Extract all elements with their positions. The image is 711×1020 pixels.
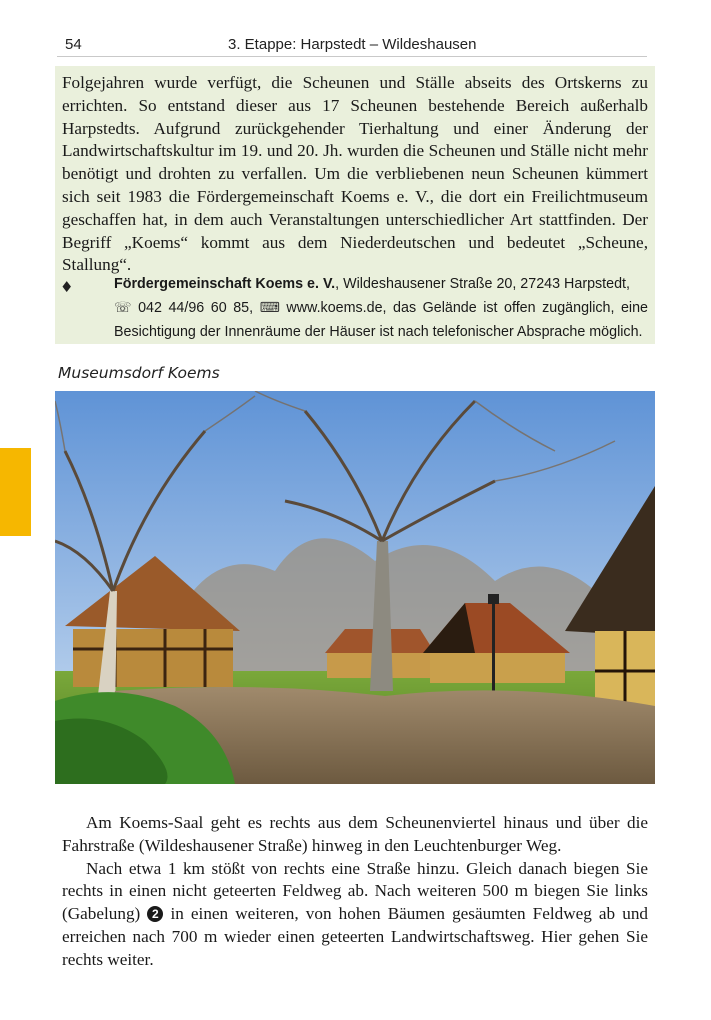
museum-village-photo xyxy=(55,391,655,784)
body-paragraph: Am Koems-Saal geht es rechts aus dem Scheunenviertel hinaus und über die Fahrstraße (Wildeshausener Straße) hinweg in den Leuchtenburger Weg. xyxy=(62,813,648,855)
body-paragraph xyxy=(62,858,648,972)
contact-web-note: www.koems.de, das Gelände ist offen zugänglich, eine Besichtigung der Innenräume der Häuser ist nach telefonischer Absprache möglich. xyxy=(114,300,649,340)
contact-block xyxy=(114,272,648,344)
body-text-part: Nach etwa 1 km stößt von rechts eine Straße hinzu. Gleich danach biegen Sie rechts in einen nicht geteerten Feldweg ab. Nach weiteren 500 m biegen Sie links (Gabelung) xyxy=(62,858,648,924)
contact-address: , Wildeshausener Straße 20, 27243 Harpstedt, xyxy=(335,276,630,292)
running-title: 3. Etappe: Harpstedt – Wildeshausen xyxy=(228,36,477,53)
body-text xyxy=(62,812,648,972)
page-number: 54 xyxy=(65,36,82,53)
chapter-tab xyxy=(0,448,31,536)
contact-phone: 042 44/96 60 85, xyxy=(138,300,254,316)
contact-name: Fördergemeinschaft Koems e. V. xyxy=(114,276,336,292)
diamond-bullet-icon: ♦ xyxy=(60,278,74,296)
computer-icon: ⌨ xyxy=(259,300,280,316)
phone-icon: ☏ xyxy=(114,300,132,316)
route-marker-icon: 2 xyxy=(147,906,163,922)
photo-caption: Museumsdorf Koems xyxy=(58,364,220,382)
info-paragraph: Folgejahren wurde verfügt, die Scheunen und Ställe abseits des Ortskerns zu errichten. So entstand dieser aus 17 Scheunen bestehende Bereich außerhalb Harpstedts. Aufgrund zurückgehender Tierhaltung und einer Änderung der Landwirtschaftskultur im 19. und 20. Jh. wurden die Scheunen und Ställe nicht mehr benötigt und drohten zu verfallen. Um die verbliebenen neun Scheunen kümmert sich seit 1983 die Fördergemeinschaft Koems e. V., die dort ein Freilichtmuseum geschaffen hat, in dem auch Veranstaltungen unterschiedlicher Art stattfinden. Der Begriff „Koems“ kommt aus dem Niederdeutschen und bedeutet „Scheune, Stallung“. xyxy=(62,73,648,275)
header-rule xyxy=(57,56,647,57)
body-text-part: in einen weiteren, von hohen Bäumen gesäumten Feldweg ab und erreichen nach 700 m wieder einen geteerten Landwirtschaftsweg. Hier gehen Sie rechts weiter. xyxy=(62,904,649,969)
